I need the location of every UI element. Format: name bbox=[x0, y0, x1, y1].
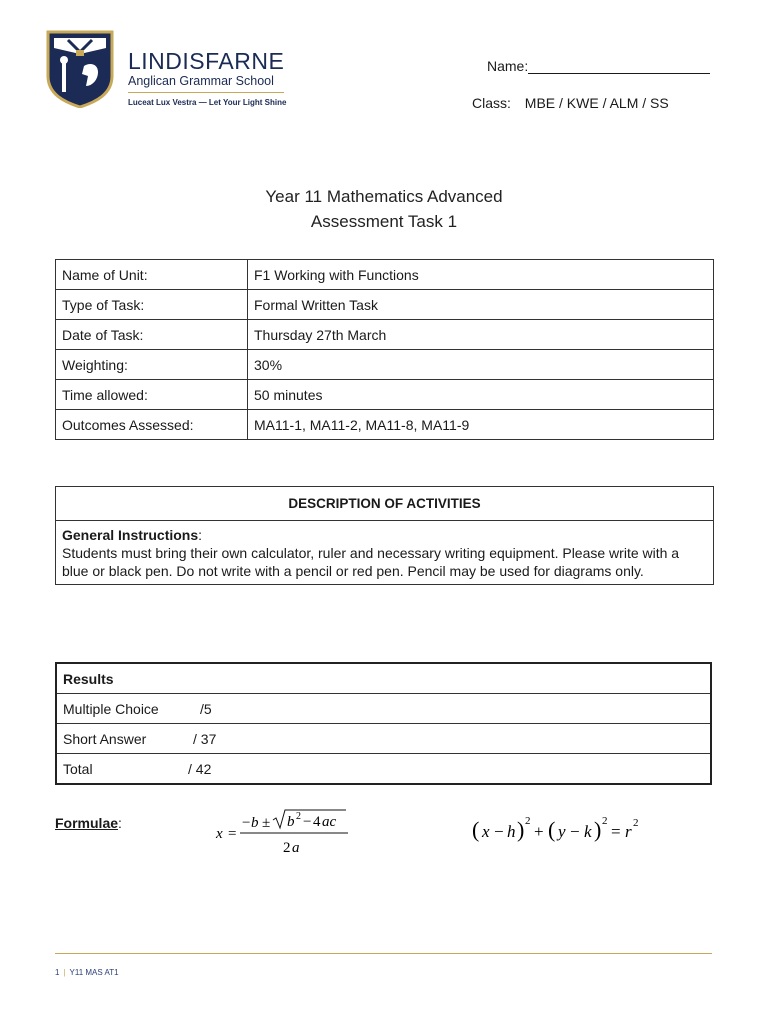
info-label: Time allowed: bbox=[56, 380, 248, 410]
page-number: 1 bbox=[55, 968, 60, 977]
footer-divider bbox=[55, 953, 712, 954]
class-options: MBE / KWE / ALM / SS bbox=[524, 95, 669, 111]
page-footer bbox=[55, 968, 119, 977]
description-table bbox=[55, 486, 714, 585]
school-subtitle: Anglican Grammar School bbox=[128, 74, 274, 88]
document-title: Year 11 Mathematics Advanced bbox=[265, 187, 503, 206]
doc-code: Y11 MAS AT1 bbox=[69, 968, 119, 977]
motto-divider bbox=[128, 92, 284, 93]
info-value: Thursday 27th March bbox=[248, 320, 714, 350]
school-crest-icon bbox=[46, 30, 114, 108]
school-name: LINDISFARNE bbox=[128, 48, 285, 74]
table-row bbox=[56, 350, 714, 380]
description-body: General Instructions: Students must bring their own calculator, ruler and necessary writing equipment. Please write with a blue or black pen. Do not write with a pencil or red pen. Pencil may be used for diagrams only. bbox=[56, 521, 714, 585]
svg-text:2: 2 bbox=[525, 815, 531, 827]
svg-text:b: b bbox=[287, 814, 295, 830]
svg-text:−: − bbox=[570, 822, 580, 841]
info-value: 30% bbox=[248, 350, 714, 380]
table-row bbox=[56, 320, 714, 350]
result-row bbox=[56, 694, 711, 724]
result-label: Multiple Choice bbox=[63, 700, 159, 717]
result-row bbox=[56, 724, 711, 754]
results-heading: Results bbox=[56, 663, 711, 694]
svg-text:=: = bbox=[611, 822, 621, 841]
table-row bbox=[56, 694, 711, 724]
svg-text:2: 2 bbox=[283, 840, 291, 856]
svg-text:y: y bbox=[558, 822, 566, 841]
info-label: Type of Task: bbox=[56, 290, 248, 320]
svg-text:ac: ac bbox=[322, 814, 337, 830]
quadratic-formula bbox=[212, 806, 358, 860]
info-label: Date of Task: bbox=[56, 320, 248, 350]
circle-formula bbox=[470, 812, 646, 848]
name-field[interactable] bbox=[487, 58, 710, 74]
info-value: 50 minutes bbox=[248, 380, 714, 410]
class-label: Class: bbox=[472, 95, 511, 111]
svg-text:b: b bbox=[251, 815, 259, 831]
formulae-label: Formulae: bbox=[55, 815, 122, 831]
info-label: Outcomes Assessed: bbox=[56, 410, 248, 440]
svg-text:2: 2 bbox=[602, 815, 608, 827]
info-value: F1 Working with Functions bbox=[248, 260, 714, 290]
svg-text:−: − bbox=[494, 822, 504, 841]
result-score: / 42 bbox=[188, 760, 212, 777]
result-label: Total bbox=[63, 760, 93, 777]
name-label: Name: bbox=[487, 58, 529, 74]
svg-text:x: x bbox=[482, 822, 490, 841]
table-row bbox=[56, 260, 714, 290]
svg-text:a: a bbox=[292, 840, 300, 856]
svg-text:h: h bbox=[507, 822, 516, 841]
svg-text:): ) bbox=[517, 817, 525, 842]
svg-text:r: r bbox=[625, 822, 632, 841]
svg-text:x: x bbox=[216, 826, 223, 842]
name-blank[interactable] bbox=[528, 59, 710, 74]
result-row bbox=[56, 754, 711, 785]
results-table bbox=[55, 662, 712, 785]
svg-text:−: − bbox=[242, 815, 251, 831]
svg-text:2: 2 bbox=[296, 811, 301, 822]
result-score: /5 bbox=[200, 700, 212, 717]
task-info-table bbox=[55, 259, 714, 440]
class-field bbox=[472, 95, 669, 111]
footer-separator: | bbox=[63, 968, 66, 977]
school-motto: Luceat Lux Vestra — Let Your Light Shine bbox=[128, 98, 287, 107]
svg-text:=: = bbox=[228, 826, 237, 842]
table-row bbox=[56, 410, 714, 440]
result-score: / 37 bbox=[193, 730, 217, 747]
svg-text:4: 4 bbox=[313, 814, 321, 830]
svg-text:−: − bbox=[303, 814, 312, 830]
document-subtitle: Assessment Task 1 bbox=[310, 212, 458, 231]
table-row bbox=[56, 290, 714, 320]
table-row bbox=[56, 380, 714, 410]
info-value: Formal Written Task bbox=[248, 290, 714, 320]
instructions-label: General Instructions bbox=[62, 527, 199, 543]
svg-text:(: ( bbox=[472, 817, 480, 842]
svg-text:k: k bbox=[584, 822, 592, 841]
info-value: MA11-1, MA11-2, MA11-8, MA11-9 bbox=[248, 410, 714, 440]
svg-text:+: + bbox=[534, 822, 544, 841]
table-row bbox=[56, 754, 711, 785]
svg-text:): ) bbox=[594, 817, 602, 842]
table-row bbox=[56, 724, 711, 754]
info-label: Weighting: bbox=[56, 350, 248, 380]
description-heading: DESCRIPTION OF ACTIVITIES bbox=[56, 487, 714, 521]
svg-text:(: ( bbox=[548, 817, 556, 842]
info-label: Name of Unit: bbox=[56, 260, 248, 290]
svg-text:2: 2 bbox=[633, 817, 639, 829]
instructions-text: Students must bring their own calculator, ruler and necessary writing equipment. Please write with a blue or black pen. Do not write with a pencil or red pen. Pencil may be used for diagrams only. bbox=[62, 545, 680, 579]
result-label: Short Answer bbox=[63, 730, 147, 747]
svg-text:±: ± bbox=[262, 815, 271, 831]
